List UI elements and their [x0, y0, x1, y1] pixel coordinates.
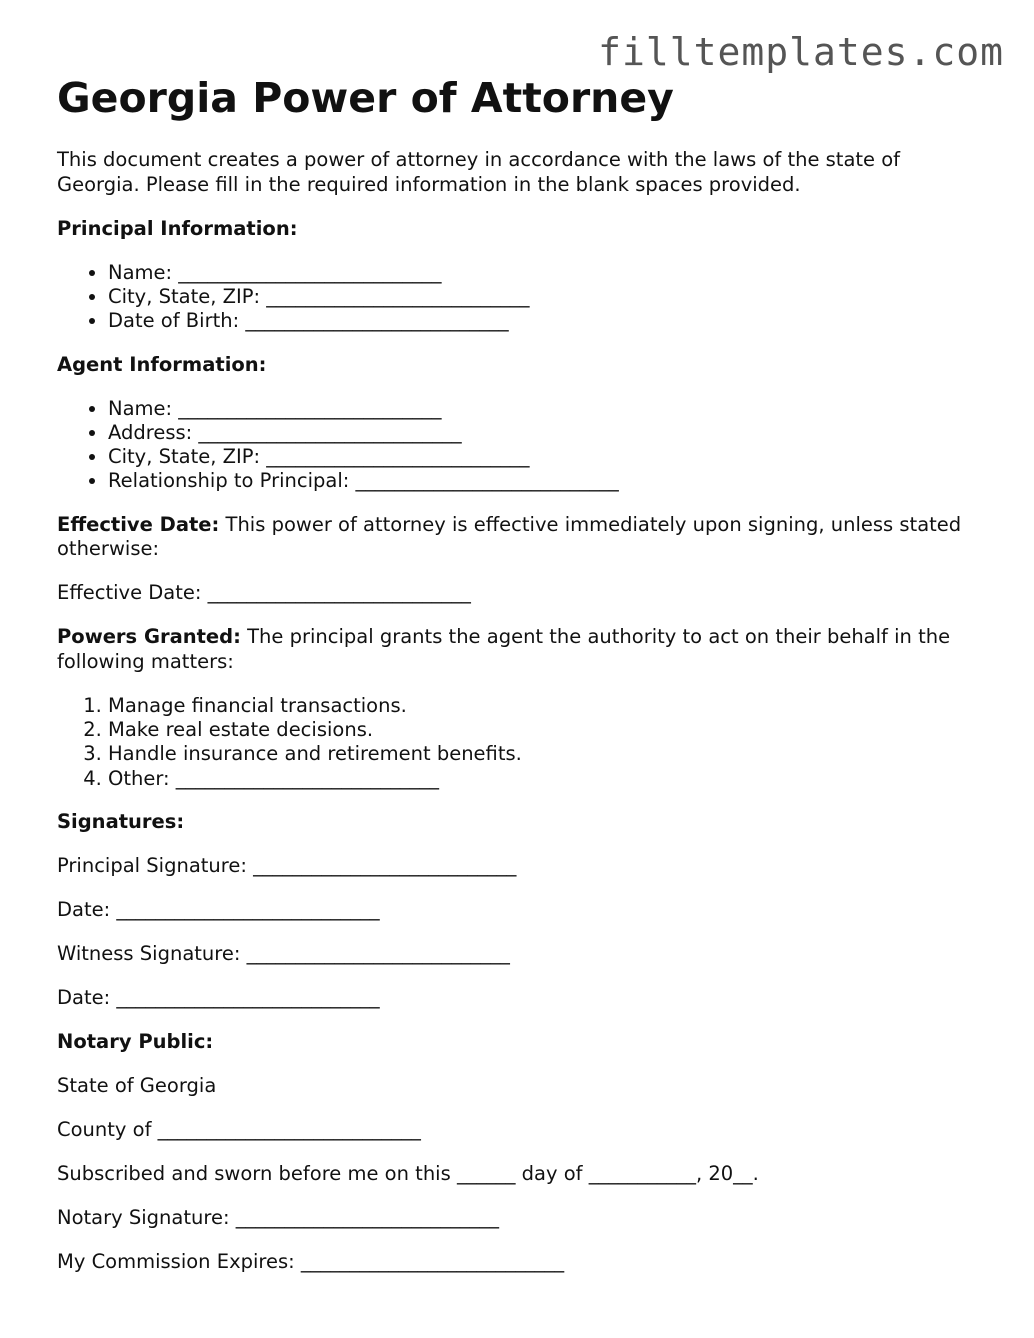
- agent-heading: Agent Information:: [57, 352, 267, 376]
- powers-paragraph: [57, 625, 977, 674]
- principal-signature-field[interactable]: Principal Signature: ___________________________: [57, 854, 517, 878]
- agent-list: [57, 397, 977, 494]
- signatures-heading: Signatures:: [57, 810, 185, 834]
- principal-dob-field[interactable]: • Date of Birth: ___________________________: [108, 309, 977, 333]
- notary-state: State of Georgia: [57, 1074, 217, 1098]
- power-item: 2. Make real estate decisions.: [108, 718, 977, 742]
- agent-city-field[interactable]: • City, State, ZIP: ___________________________: [108, 445, 977, 469]
- document-body: [57, 72, 977, 1275]
- power-item: 3. Handle insurance and retirement benefits.: [108, 742, 977, 766]
- witness-signature-field[interactable]: Witness Signature: ___________________________: [57, 942, 510, 966]
- notary-signature-field[interactable]: Notary Signature: ___________________________: [57, 1206, 499, 1230]
- effective-date-field[interactable]: Effective Date: ___________________________: [57, 581, 471, 605]
- notary-sworn-field[interactable]: Subscribed and sworn before me on this ______ day of ___________, 20__.: [57, 1162, 759, 1186]
- notary-county-field[interactable]: County of ___________________________: [57, 1118, 421, 1142]
- notary-commission-field[interactable]: My Commission Expires: ___________________________: [57, 1250, 565, 1274]
- principal-list: [57, 261, 977, 334]
- watermark: filltemplates.com: [598, 30, 1004, 74]
- powers-label: Powers Granted:: [57, 625, 241, 649]
- agent-relationship-field[interactable]: • Relationship to Principal: ___________________________: [108, 469, 977, 493]
- powers-text: The principal grants the agent the authority to act on their behalf in the following matters:: [57, 625, 951, 673]
- principal-heading: Principal Information:: [57, 216, 298, 240]
- powers-list: [57, 694, 977, 791]
- principal-name-field[interactable]: • Name: ___________________________: [108, 261, 977, 285]
- agent-address-field[interactable]: • Address: ___________________________: [108, 421, 977, 445]
- notary-heading: Notary Public:: [57, 1030, 214, 1054]
- effective-paragraph: [57, 513, 977, 562]
- effective-text: This power of attorney is effective immediately upon signing, unless stated otherwise:: [57, 512, 962, 561]
- principal-city-field[interactable]: • City, State, ZIP: ___________________________: [108, 285, 977, 309]
- principal-date-field[interactable]: Date: ___________________________: [57, 898, 380, 922]
- intro-paragraph: This document creates a power of attorney in accordance with the laws of the state of Georgia. Please fill in the required information in the blank spaces provided.: [57, 148, 901, 196]
- power-item: 1. Manage financial transactions.: [108, 694, 977, 718]
- page-title: Georgia Power of Attorney: [57, 74, 674, 122]
- power-other-field[interactable]: 4. Other: ___________________________: [108, 767, 977, 791]
- agent-name-field[interactable]: • Name: ___________________________: [108, 397, 977, 421]
- witness-date-field[interactable]: Date: ___________________________: [57, 986, 380, 1010]
- effective-label: Effective Date:: [57, 512, 220, 536]
